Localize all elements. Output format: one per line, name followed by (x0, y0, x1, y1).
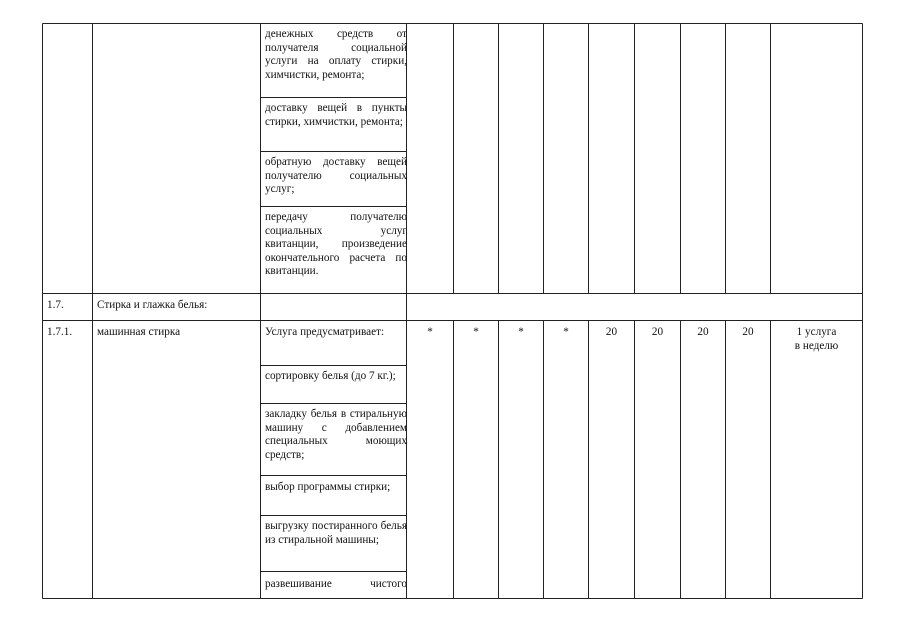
desc-item-2: сортировку белья (до 7 кг.); (265, 370, 396, 382)
desc-item-5: выгрузку постиранного белья из стиральной машины; (265, 520, 407, 546)
desc-item-1: Услуга предусматривает: (265, 326, 385, 338)
mark-cell-3: * (518, 326, 524, 338)
value-cell-2: 20 (651, 326, 664, 338)
row-name: машинная стирка (97, 326, 181, 338)
desc-item-6: развешивание чистого (265, 578, 407, 590)
value-cell-1: 20 (605, 326, 618, 338)
desc-cont-2: доставку вещей в пункты стирки, химчистки, ремонта; (265, 102, 407, 128)
section-number: 1.7. (47, 299, 64, 311)
frequency-line-1: 1 услуга (796, 326, 837, 338)
desc-item-4: выбор программы стирки; (265, 481, 391, 493)
desc-cont-4: передачу получателю социальных услуг квитанции, произведение окончательного расчета по квитанции. (265, 211, 407, 278)
mark-cell-2: * (473, 326, 479, 338)
frequency-line-2: в неделю (794, 340, 839, 352)
desc-cont-3: обратную доставку вещей получателю социальных услуг; (265, 156, 407, 196)
mark-cell-4: * (563, 326, 569, 338)
mark-cell-1: * (427, 326, 433, 338)
desc-cont-1: денежных средств от получателя социальной услуги на оплату стирки, химчистки, ремонта; (265, 28, 407, 81)
row-number: 1.7.1. (47, 326, 73, 338)
value-cell-4: 20 (742, 326, 754, 338)
section-title: Стирка и глажка белья: (97, 299, 208, 311)
value-cell-3: 20 (697, 326, 709, 338)
desc-item-3: закладку белья в стиральную машину с добавлением специальных моющих средств; (265, 408, 407, 461)
